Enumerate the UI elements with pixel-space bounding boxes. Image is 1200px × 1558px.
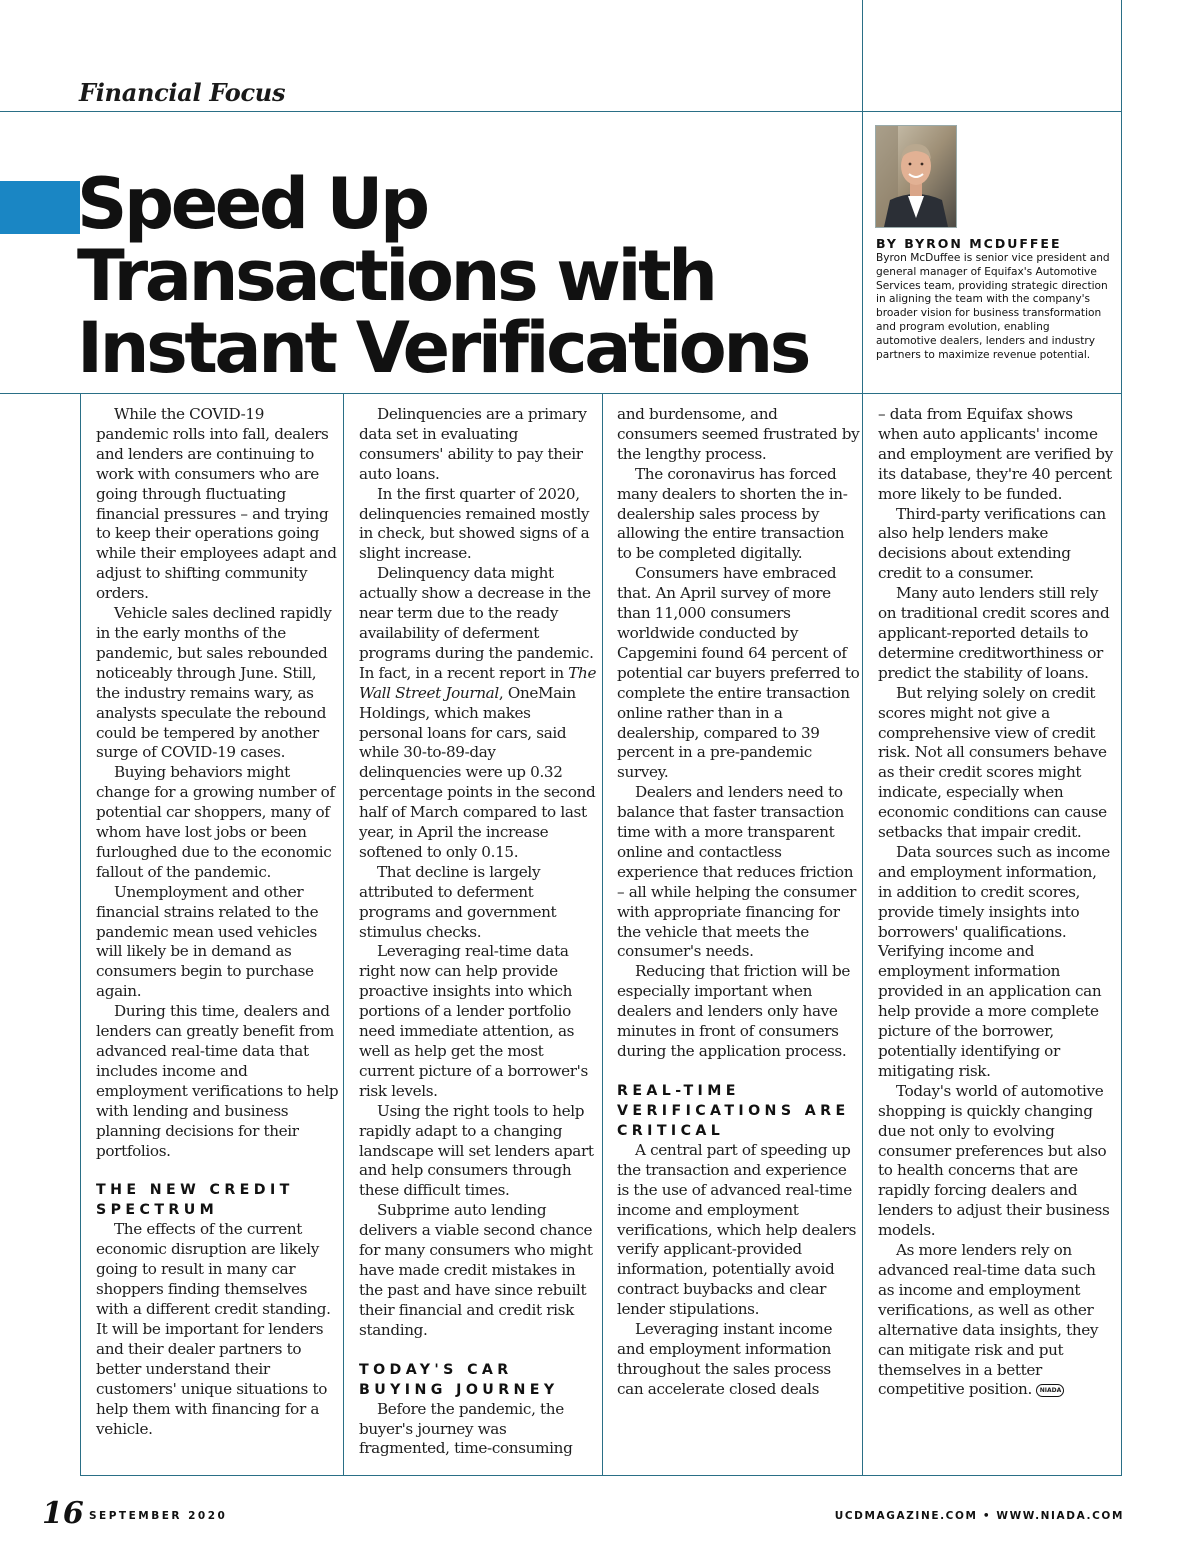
paragraph: A central part of speeding up the transaction and experience is the use of advanced real-time income and employment verifications, which help dealers verify applicant-provided information, potentially avoid contract buybacks and clear lender stipulations. (617, 1140, 857, 1319)
headline-line-1: Speed Up (77, 163, 427, 245)
paragraph: But relying solely on credit scores might not give a comprehensive view of credit risk. Not all consumers behave as their credit scores might indicate, especially when economic conditions can cause setbacks that impair credit. (878, 683, 1107, 842)
issue-date: SEPTEMBER 2020 (89, 1510, 228, 1522)
column-rule-1 (80, 393, 81, 1476)
header-rule-right (1121, 0, 1122, 112)
paragraph: Reducing that friction will be especially important when dealers and lenders only have minutes in front of consumers during the application process. (617, 962, 851, 1060)
paragraph: Before the pandemic, the buyer's journey was fragmented, time-consuming (359, 1399, 573, 1458)
paragraph: Consumers have embraced that. An April survey of more than 11,000 consumers worldwide conducted by Capgemini found 64 percent of potential car buyers preferred to complete the entire transaction online rather than in a dealership, compared to 39 percent in a pre-pandemic survey. (617, 564, 860, 782)
paragraph: Leveraging instant income and employment information throughout the sales process can accelerate closed deals (617, 1320, 833, 1398)
paragraph: Dealers and lenders need to balance that faster transaction time with a more transparent online and contactless experience that reduces friction – all while helping the consumer with appropriate financing for the vehicle that meets the consumer's needs. (617, 783, 857, 961)
paragraph: Leveraging real-time data right now can help provide proactive insights into which portions of a lender portfolio need immediate attention, as well as help get the most current picture of a borrower's risk levels. (359, 942, 588, 1100)
paragraph: Many auto lenders still rely on traditional credit scores and applicant-reported details to determine creditworthiness or predict the stability of loans. (878, 584, 1110, 682)
paragraph: Buying behaviors might change for a growing number of potential car shoppers, many of whom have lost jobs or been furloughed due to the economic fallout of the pandemic. (96, 763, 335, 881)
body-bottom-rule (80, 1475, 1122, 1476)
section-label: Financial Focus (79, 78, 286, 107)
article-column-4 (878, 405, 1114, 1400)
publication-title: The Wall Street Journal (359, 663, 597, 702)
paragraph: – data from Equifax shows when auto applicants' income and employment are verified by its database, they're 40 percent more likely to be funded. (878, 405, 1113, 503)
paragraph: During this time, dealers and lenders can greatly benefit from advanced real-time data that includes income and employment verifications to help with lending and business planning decisions for their portfolios. (96, 1002, 339, 1160)
paragraph: In the first quarter of 2020, delinquencies remained mostly in check, but showed signs of a slight increase. (359, 484, 590, 563)
author-photo (875, 125, 957, 228)
paragraph: Using the right tools to help rapidly adapt to a changing landscape will set lenders apart and help consumers through these difficult times. (359, 1101, 594, 1200)
paragraph: Subprime auto lending delivers a viable second chance for many consumers who might have made credit mistakes in the past and have since rebuilt their financial and credit risk standing. (359, 1201, 593, 1339)
footer-website: UCDMAGAZINE.COM • WWW.NIADA.COM (834, 1510, 1124, 1522)
paragraph: While the COVID-19 pandemic rolls into fall, dealers and lenders are continuing to work with consumers who are going through fluctuating financial pressures – and trying to keep their operations going while their employees adapt and adjust to shifting community orders. (96, 405, 337, 603)
paragraph: The effects of the current economic disruption are likely going to result in many car shoppers finding themselves with a different credit standing. It will be important for lenders and their dealer partners to better understand their customers' unique situations to help them with financing for a vehicle. (96, 1220, 331, 1438)
paragraph (878, 1241, 1114, 1400)
paragraph: Third-party verifications can also help lenders make decisions about extending credit to a consumer. (878, 504, 1106, 583)
paragraph: Vehicle sales declined rapidly in the early months of the pandemic, but sales rebounded noticeably through June. Still, the industry remains wary, as analysts speculate the rebound could be tempered by another surge of COVID-19 cases. (96, 604, 332, 762)
author-byline: BY BYRON MCDUFFEE (876, 236, 1062, 251)
author-box-rule-left (862, 111, 863, 393)
author-box-rule-right (1121, 111, 1122, 393)
paragraph: Unemployment and other financial strains related to the pandemic mean used vehicles will likely be in demand as consumers begin to purchase again. (96, 882, 319, 1001)
paragraph (359, 564, 597, 863)
paragraph: Today's world of automotive shopping is quickly changing due not only to evolving consumer preferences but also to health concerns that are rapidly forcing dealers and lenders to adjust their business models. (878, 1081, 1110, 1240)
text-run: , OneMain Holdings, which makes personal loans for cars, said while 30-to-89-day delinquencies were up 0.32 percentage points in the second half of March compared to last year, in April the increase softened to only 0.15. (359, 683, 596, 861)
column-rule-2 (343, 393, 344, 1476)
author-bio: Byron McDuffee is senior vice president and general manager of Equifax's Automotive Services team, providing strategic direction in aligning the team with the company's broader vision for business transformation and program evolution, enabling automotive dealers, lenders and industry partners to maximize revenue potential. (876, 252, 1110, 361)
body-top-rule (0, 393, 1122, 394)
headline-accent-bar (0, 181, 80, 234)
paragraph: The coronavirus has forced many dealers to shorten the in-dealership sales process by allowing the entire transaction to be completed digitally. (617, 464, 848, 563)
end-mark-logo: NIADA (1036, 1384, 1064, 1397)
subheading: TODAY'S CAR BUYING JOURNEY (359, 1361, 559, 1398)
header-rule-horizontal (0, 111, 1122, 112)
article-column-1 (96, 405, 340, 1439)
column-rule-4 (862, 393, 863, 1476)
text-run: Delinquency data might actually show a decrease in the near term due to the ready availability of deferment programs during the pandemic. In fact, in a recent report in (359, 564, 594, 682)
paragraph: Delinquencies are a primary data set in evaluating consumers' ability to pay their auto loans. (359, 405, 587, 483)
page-number: 16 (42, 1496, 84, 1531)
text-run: As more lenders rely on advanced real-time data such as income and employment verifications, as well as other alternative data insights, they can mitigate risk and put themselves in a better competitive position. (878, 1241, 1099, 1399)
header-rule-vertical (862, 0, 863, 112)
headline-line-2: Transactions with (77, 235, 715, 317)
headline-line-3: Instant Verifications (77, 307, 809, 389)
article-column-3 (617, 405, 861, 1400)
column-rule-5 (1121, 393, 1122, 1476)
paragraph: That decline is largely attributed to deferment programs and government stimulus checks. (359, 862, 557, 941)
column-rule-3 (602, 393, 603, 1476)
subheading: THE NEW CREDIT SPECTRUM (96, 1182, 294, 1219)
paragraph: Data sources such as income and employment information, in addition to credit scores, provide timely insights into borrowers' qualifications. Verifying income and employment information provided in an application can help provide a more complete picture of the borrower, potentially identifying or mitigating risk. (878, 842, 1110, 1080)
subheading: REAL-TIME VERIFICATIONS ARE CRITICAL (617, 1082, 850, 1139)
paragraph: and burdensome, and consumers seemed frustrated by the lengthy process. (617, 405, 860, 463)
article-column-2 (359, 405, 597, 1459)
headline (77, 163, 857, 389)
